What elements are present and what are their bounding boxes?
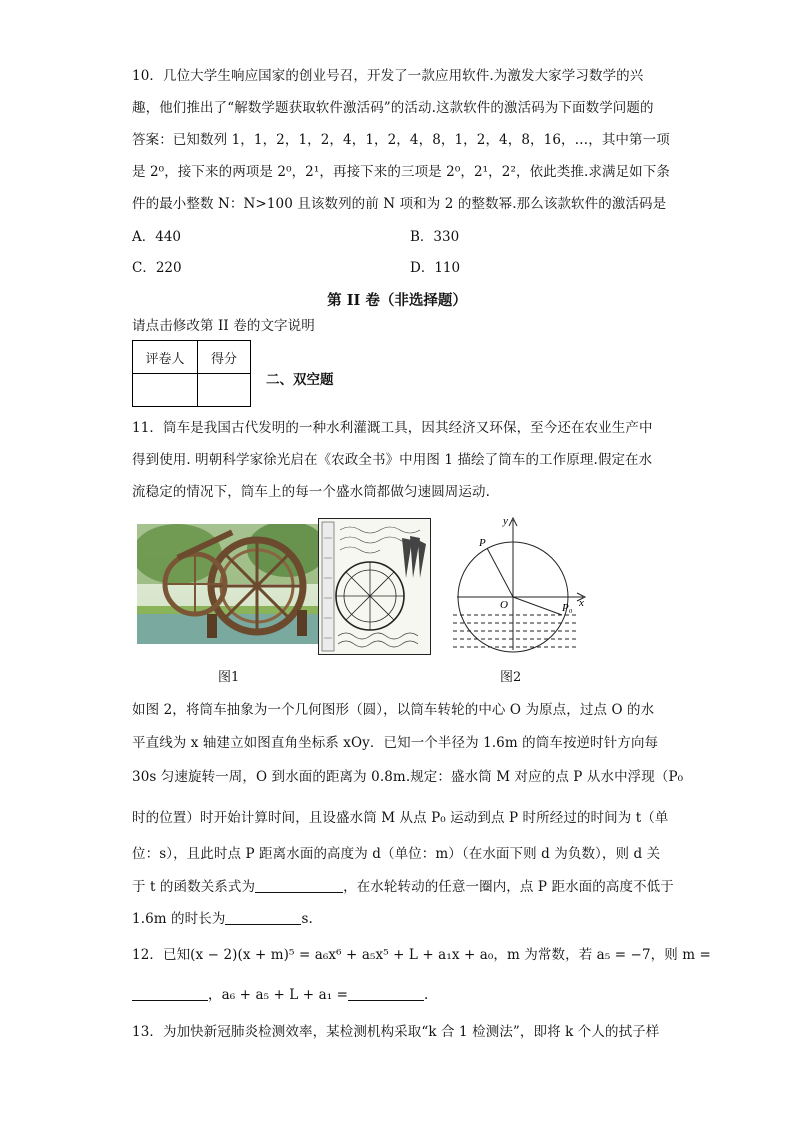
answer-blank-1[interactable] xyxy=(255,878,343,893)
fig2-origin-label: O xyxy=(500,599,508,611)
q10-line3: 答案：已知数列 1，1，2，1，2，4，1，2，4，8，1，2，4，8，16，…，其中第一项 xyxy=(132,132,670,148)
figure1-caption: 图1 xyxy=(218,670,240,685)
fig2-x-label: x xyxy=(579,597,584,609)
q11-line2: 得到使用. 明朝科学家徐光启在《农政全书》中用图 1 描绘了筒车的工作原理.假定在水 xyxy=(132,452,653,468)
answer-blank-3[interactable] xyxy=(132,986,208,1001)
q10-option-d: D．110 xyxy=(410,260,461,276)
score-header: 得分 xyxy=(198,341,251,374)
fig2-y-label: y xyxy=(503,515,508,527)
q12-line2-middle: ，a₆ + a₅ + L + a₁ = xyxy=(208,987,349,1003)
q11-line8: 位：s），且此时点 P 距离水面的高度为 d（单位：m）（在水面下则 d 为负数），则 d 关 xyxy=(132,846,661,862)
grader-cell xyxy=(133,374,198,407)
q10-line5: 件的最小整数 N：N>100 且该数列的前 N 项和为 2 的整数幂.那么该款软件的激活码是 xyxy=(132,196,667,212)
q13-line1: 13．为加快新冠肺炎检测效率，某检测机构采取“k 合 1 检测法”，即将 k 个人的拭子样 xyxy=(132,1024,660,1040)
q10-line4: 是 2⁰，接下来的两项是 2⁰，2¹，再接下来的三项是 2⁰，2¹，2²，依此类推.求满足如下条 xyxy=(132,164,670,180)
q12-line2-end: . xyxy=(424,987,429,1003)
figure2-diagram xyxy=(445,510,595,660)
q11-line10 xyxy=(132,909,662,929)
q11-line1: 11．筒车是我国古代发明的一种水利灌溉工具，因其经济又环保，至今还在农业生产中 xyxy=(132,420,653,436)
q11-line3: 流稳定的情况下，筒车上的每一个盛水筒都做匀速圆周运动. xyxy=(132,484,490,500)
q10-line2: 趣，他们推出了“解数学题获取软件激活码”的活动.这款软件的激活码为下面数学问题的 xyxy=(132,100,654,116)
q11-line6: 30s 匀速旋转一周，O 到水面的距离为 0.8m.规定：盛水筒 M 对应的点 P 从水中浮现（P₀ xyxy=(132,769,684,785)
q11-line7: 时的位置）时开始计算时间，且设盛水筒 M 从点 P₀ 运动到点 P 时所经过的时间为 t（单 xyxy=(132,810,669,826)
fig2-point-p: P xyxy=(479,537,486,549)
part2-title: 第 II 卷（非选择题） xyxy=(327,292,467,309)
answer-blank-2[interactable] xyxy=(225,910,301,925)
q12-line1: 12．已知(x − 2)(x + m)⁵ = a₆x⁶ + a₅x⁵ + L + a₁x + a₀，m 为常数，若 a₅ = −7，则 m = xyxy=(132,947,711,963)
q11-line9-prefix: 于 t 的函数关系式为 xyxy=(132,879,256,895)
q11-line5: 平直线为 x 轴建立如图直角坐标系 xOy．已知一个半径为 1.6m 的筒车按逆时针方向每 xyxy=(132,735,659,751)
answer-blank-4[interactable] xyxy=(348,986,424,1001)
q11-line10-prefix: 1.6m 的时长为 xyxy=(132,911,226,927)
q12-line2 xyxy=(132,985,662,1005)
q11-line10-suffix: s. xyxy=(301,911,313,927)
q11-line4: 如图 2，将筒车抽象为一个几何图形（圆），以筒车转轮的中心 O 为原点，过点 O 的水 xyxy=(132,702,655,718)
q10-option-a: A．440 xyxy=(132,229,182,245)
q10-option-c: C．220 xyxy=(132,260,182,276)
fig2-point-p0: P₀ xyxy=(562,602,573,614)
score-table xyxy=(132,340,251,407)
waterwheel-photo xyxy=(137,524,319,644)
q10-line1: 10．几位大学生响应国家的创业号召，开发了一款应用软件.为激发大家学习数学的兴 xyxy=(132,68,644,84)
grader-header: 评卷人 xyxy=(133,341,198,374)
q11-line9-suffix: ，在水轮转动的任意一圈内，点 P 距水面的高度不低于 xyxy=(343,879,674,895)
q11-line9 xyxy=(132,877,674,897)
figure2-caption: 图2 xyxy=(500,670,522,685)
part2-note: 请点击修改第 II 卷的文字说明 xyxy=(132,318,315,334)
q10-option-b: B．330 xyxy=(410,229,460,245)
score-cell xyxy=(198,374,251,407)
section-heading: 二、双空题 xyxy=(266,372,334,388)
waterwheel-drawing xyxy=(318,518,431,655)
